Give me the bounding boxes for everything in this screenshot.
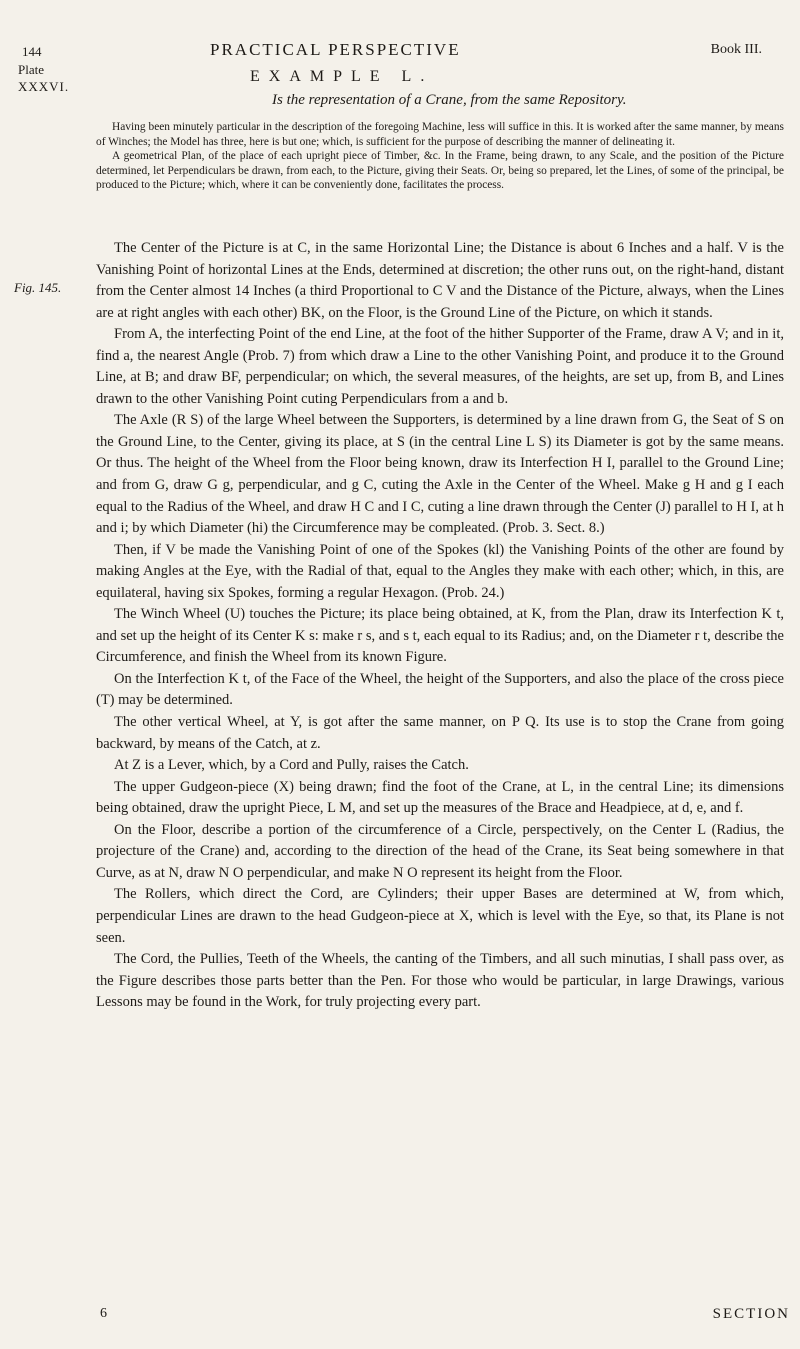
plate-label: Plate (18, 62, 44, 77)
running-title: PRACTICAL PERSPECTIVE (210, 40, 461, 59)
body-paragraph: Then, if V be made the Vanishing Point of one of the Spokes (kl) the Vanishing Points of the other are found by making Angles at the Eye, with the Radial of that, equal to the Angles they make with each other; which, in this, are equilateral, having six Spokes, forming a regular Hexagon. (Prob. 24.) (96, 541, 784, 601)
body-paragraph: On the Floor, describe a portion of the circumference of a Circle, perspectively, on the Center L (Radius, the projecture of the Crane) and, according to the direction of the head of the Crane, its Seat being somewhere in that Curve, as at N, draw N O perpendicular, and make N O represent its height from the Floor. (96, 821, 784, 881)
body-paragraph: The Winch Wheel (U) touches the Picture; its place being obtained, at K, from the Plan, draw its Interfection K t, and set up the height of its Center K s: make r s, and s t, each equal to its Radius; and, on the Diameter r t, describe the Circumference, and finish the Wheel from its known Figure. (96, 606, 784, 666)
body-paragraph: The Rollers, which direct the Cord, are Cylinders; their upper Bases are determined at W, from which, perpendicular Lines are drawn to the head Gudgeon-piece at X, which is level with the Eye, so that, its Plane is not seen. (96, 886, 784, 946)
example-subtitle: Is the representation of a Crane, from the same Repository. (272, 92, 627, 108)
figure-reference: Fig. 145. (14, 280, 62, 295)
intro-paragraph: Having been minutely particular in the description of the foregoing Machine, less will suffice in this. It is worked after the same manner, by means of Winches; the Model has three, here is but one; which, is sufficient for the purpose of describing the manner of delineating it. (96, 121, 784, 148)
page-number: 144 (22, 44, 42, 59)
plate-number: XXXVI. (18, 79, 70, 94)
intro-text (96, 120, 784, 193)
body-paragraph: At Z is a Lever, which, by a Cord and Pully, raises the Catch. (114, 757, 469, 774)
catchword: SECTION (712, 1306, 790, 1322)
body-paragraph: From A, the interfecting Point of the end Line, at the foot of the hither Supporter of the Frame, draw A V; and in it, find a, the nearest Angle (Prob. 7) from which draw a Line to the other Vanishing Point, and produce it to the Ground Line, at B; and draw BF, perpendicular; on which, the several measures, of the heights, are set up, from B, and Lines drawn to the other Vanishing Point cuting Perpendiculars from a and b. (96, 326, 784, 407)
body-paragraph: On the Interfection K t, of the Face of the Wheel, the height of the Supporters, and also the place of the cross piece (T) may be determined. (96, 670, 784, 709)
body-text (96, 238, 784, 1014)
example-heading: EXAMPLE L. (250, 68, 434, 85)
running-header (22, 40, 762, 62)
body-paragraph: The upper Gudgeon-piece (X) being drawn; find the foot of the Crane, at L, in the central Line; its dimensions being obtained, draw the upright Piece, L M, and set up the measures of the Brace and Headpiece, at d, e, and f. (96, 778, 784, 817)
intro-paragraph: A geometrical Plan, of the place of each upright piece of Timber, &c. In the Frame, being drawn, to any Scale, and the position of the Picture determined, let Perpendiculars be drawn, from each, to the Picture, giving their Seats. Or, being so prepared, let the Lines, of some of the principal, be produced to the Picture; which, where it can be conveniently done, facilitates the process. (96, 150, 784, 192)
body-paragraph: The Axle (R S) of the large Wheel between the Supporters, is determined by a line drawn from G, the Seat of S on the Ground Line, to the Center, giving its place, at S (in the central Line L S) its Diameter is got by the same means. Or thus. The height of the Wheel from the Floor being known, draw its Interfection H I, parallel to the Ground Line; and from G, draw G g, perpendicular, and g C, cuting the Axle in the Center of the Wheel. Make g H and g I each equal to the Radius of the Wheel, and draw H C and I C, cuting a line drawn through the Center (J) parallel to H I, at h and i; by which Diameter (hi) the Circumference may be compleated. (Prob. 3. Sect. 8.) (96, 412, 784, 537)
book-label: Book III. (710, 42, 762, 57)
body-paragraph: The other vertical Wheel, at Y, is got after the same manner, on P Q. Its use is to stop the Crane from going backward, by means of the Catch, at z. (96, 714, 784, 752)
body-paragraph: The Center of the Picture is at C, in the same Horizontal Line; the Distance is about 6 Inches and a half. V is the Vanishing Point of horizontal Lines at the Ends, determined at discretion; the other runs out, on the right-hand, distant from the Center almost 14 Inches (a third Proportional to C V and the Distance of the Picture, always, when the Lines are at right angles with each other) BK, on the Floor, is the Ground Line of the Picture, on which it stands. (96, 240, 784, 321)
signature-mark: 6 (100, 1306, 107, 1321)
page-footer (100, 1306, 790, 1328)
body-paragraph: The Cord, the Pullies, Teeth of the Wheels, the canting of the Timbers, and all such minutias, I shall pass over, as the Figure describes those parts better than the Pen. For those who would be particular, in large Drawings, various Lessons may be found in the Work, for truly projecting every part. (96, 951, 784, 1011)
